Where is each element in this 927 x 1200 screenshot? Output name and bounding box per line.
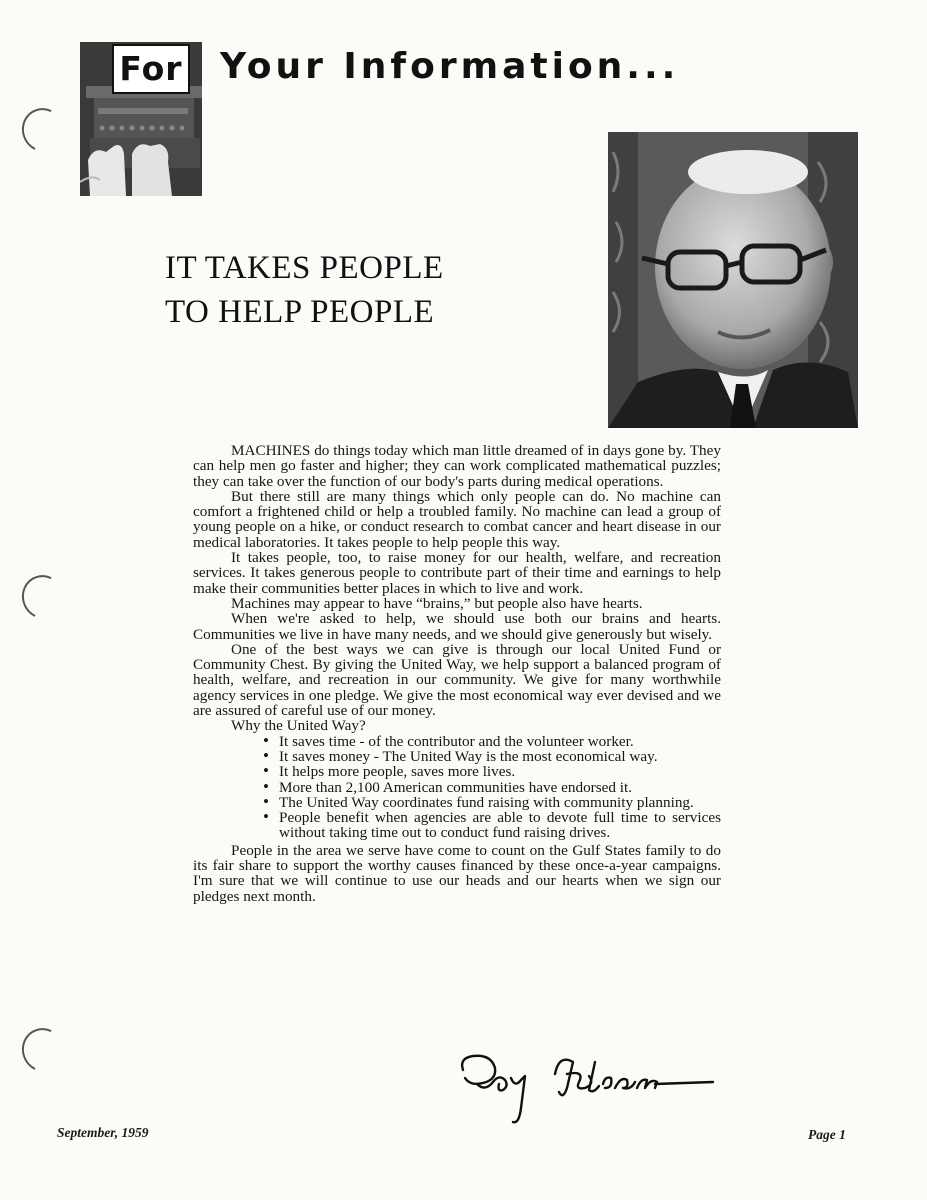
- list-item: • People benefit when agencies are able to devote full time to services without taking time out to conduct fund raising drives.: [261, 810, 721, 841]
- punch-hole-bottom: [16, 1022, 71, 1078]
- list-item: • The United Way coordinates fund raising with community planning.: [261, 795, 721, 810]
- list-item: • It helps more people, saves more lives.: [261, 764, 721, 779]
- paragraph: But there still are many things which only people can do. No machine can comfort a frightened child or help a troubled family. No machine can lead a group of young people on a hike, or conduct research to combat cancer and heart disease in our medical laboratories. It takes people to help people this way.: [193, 487, 721, 551]
- punch-hole-middle: [16, 569, 71, 625]
- list-item: • It saves money - The United Way is the most economical way.: [261, 749, 721, 764]
- paragraph: It takes people, too, to raise money for our health, welfare, and recreation services. It takes generous people to contribute part of their time and earnings to help make their communities better places in which to live and work.: [193, 549, 721, 597]
- article-title-line-2: TO HELP PEOPLE: [165, 294, 435, 330]
- section-heading: Your Information...: [220, 46, 680, 87]
- paragraph: Machines may appear to have “brains,” but people also have hearts.: [231, 594, 643, 612]
- paragraph: MACHINES do things today which man little dreamed of in days gone by. They can help men go faster and higher; they can work complicated mathematical puzzles; they can take over the function of our body's parts during medical operations.: [193, 442, 721, 490]
- closing-paragraph: People in the area we serve have come to count on the Gulf States family to do its fair share to support the worthy causes financed by these once-a-year campaigns. I'm sure that we will continue to use our heads and our hearts when we sign our pledges next month.: [193, 841, 721, 905]
- signature-image: [455, 1048, 725, 1128]
- paragraph: When we're asked to help, we should use both our brains and hearts. Communities we live in have many needs, and we should give generously but wisely.: [193, 610, 721, 643]
- punch-hole-top: [16, 102, 71, 158]
- paragraph: Why the United Way?: [231, 717, 366, 735]
- portrait-icon: [608, 132, 858, 428]
- reasons-list: [261, 734, 721, 841]
- issue-date: September, 1959: [57, 1125, 149, 1140]
- article-title-line-1: IT TAKES PEOPLE: [165, 250, 444, 286]
- paragraph: One of the best ways we can give is through our local United Fund or Community Chest. By giving the United Way, we help support a balanced program of health, welfare, and recreation in our community. We give for many worthwhile agency services in one pledge. We give the most economical way ever devised and we are assured of careful use of our money.: [193, 640, 721, 720]
- logo-for-label: For: [112, 44, 190, 94]
- list-item: • More than 2,100 American communities have endorsed it.: [261, 780, 721, 795]
- article-title: [165, 246, 444, 334]
- article-body: [193, 443, 721, 904]
- page-number: Page 1: [808, 1127, 846, 1142]
- list-item: • It saves time - of the contributor and the volunteer worker.: [261, 734, 721, 749]
- author-portrait: [608, 132, 858, 428]
